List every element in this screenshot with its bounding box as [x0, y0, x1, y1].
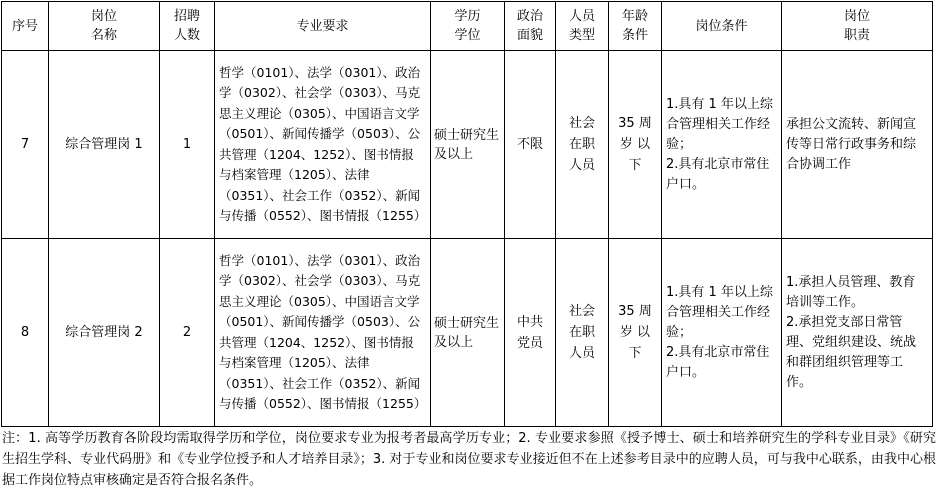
cell-duties: [782, 239, 933, 427]
cell-age: 35 周 岁 以 下: [609, 51, 662, 239]
cell-seq: 8: [2, 239, 49, 427]
header-political: 政治 面貌: [505, 2, 556, 51]
cell-education: 硕士研究生及以上: [431, 51, 505, 239]
cell-education: 硕士研究生及以上: [431, 239, 505, 427]
cell-post-name: 综合管理岗 1: [49, 51, 160, 239]
footnote: 注：1. 高等学历教育各阶段均需取得学历和学位，岗位要求专业为报考者最高学历专业；2. 专业要求参照《授予博士、硕士和培养研究生的学科专业目录》《研究生招生学科、专业代码册》和《专业学位授予和人才培养目录》；3. 对于专业和岗位要求专业接近但不在上述参考目录中的应聘人员，可与我中心联系，由我中心根据工作岗位特点审核确定是否符合报名条件。: [2, 431, 936, 488]
header-personnel-type: 人员 类型: [556, 2, 609, 51]
condition-item: 2.具有北京市常住户口。: [666, 156, 770, 192]
cell-conditions: [662, 51, 782, 239]
header-seq: 序号: [2, 2, 49, 51]
table-row: [2, 239, 933, 427]
cell-personnel-type: 社会 在职 人员: [556, 51, 609, 239]
header-row: [2, 2, 933, 51]
cell-political: 中共 党员: [505, 239, 556, 427]
cell-duties: [782, 51, 933, 239]
header-age: 年龄 条件: [609, 2, 662, 51]
cell-major: 哲学（0101）、法学（0301）、政治学（0302）、社会学（0303）、马克思主义理论（0305）、中国语言文学（0501）、新闻传播学（0503）、公共管理（1204、1252）、图书情报与档案管理（1205）、法律（0351）、社会工作（0352）、新闻与传播（0552）、图书情报（1255）: [215, 239, 431, 427]
header-conditions: 岗位条件: [662, 2, 782, 51]
cell-major: 哲学（0101）、法学（0301）、政治学（0302）、社会学（0303）、马克思主义理论（0305）、中国语言文学（0501）、新闻传播学（0503）、公共管理（1204、1252）、图书情报与档案管理（1205）、法律（0351）、社会工作（0352）、新闻与传播（0552）、图书情报（1255）: [215, 51, 431, 239]
condition-item: 1.具有 1 年以上综合管理相关工作经验；: [666, 96, 773, 152]
cell-political: 不限: [505, 51, 556, 239]
cell-seq: 7: [2, 51, 49, 239]
cell-post-name: 综合管理岗 2: [49, 239, 160, 427]
header-major: 专业要求: [215, 2, 431, 51]
condition-item: 1.具有 1 年以上综合管理相关工作经验；: [666, 284, 773, 340]
duty-item: 2.承担党支部日常管理、党组织建设、统战和群团组织管理等工作。: [786, 314, 917, 390]
cell-age: 35 周 岁 以 下: [609, 239, 662, 427]
duty-item: 1.承担人员管理、教育培训等工作。: [786, 274, 916, 310]
duty-item: 承担公文流转、新闻宣传等日常行政事务和综合协调工作: [786, 116, 917, 172]
cell-personnel-type: 社会 在职 人员: [556, 239, 609, 427]
cell-count: 2: [160, 239, 215, 427]
condition-item: 2.具有北京市常住户口。: [666, 344, 770, 380]
table-row: [2, 51, 933, 239]
header-count: 招聘 人数: [160, 2, 215, 51]
header-post-name: 岗位 名称: [49, 2, 160, 51]
cell-conditions: [662, 239, 782, 427]
header-duties: 岗位 职责: [782, 2, 933, 51]
cell-count: 1: [160, 51, 215, 239]
recruitment-table: [1, 1, 933, 427]
header-education: 学历 学位: [431, 2, 505, 51]
